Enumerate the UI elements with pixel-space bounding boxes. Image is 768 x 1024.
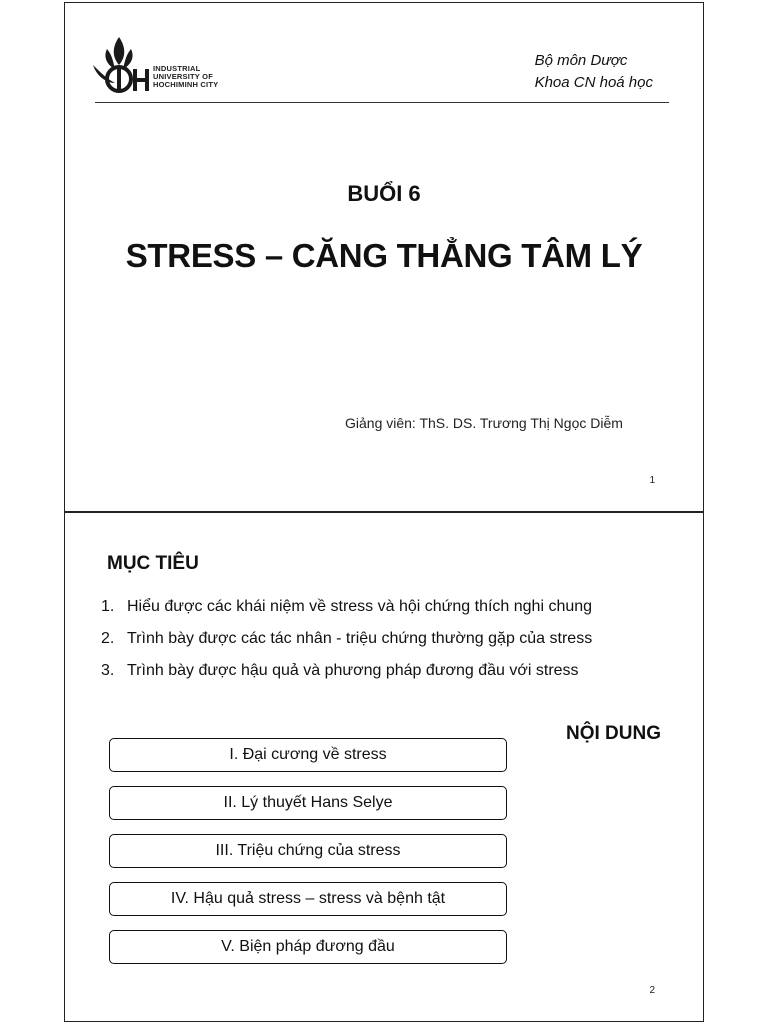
department-line: Bộ môn Dược bbox=[534, 52, 628, 69]
logo-line: INDUSTRIAL bbox=[153, 64, 201, 73]
header-divider bbox=[95, 102, 669, 103]
objectives-list bbox=[101, 595, 663, 691]
objective-item bbox=[101, 595, 663, 619]
department-label bbox=[535, 50, 653, 94]
objective-number: 3. bbox=[101, 662, 115, 679]
objective-number: 2. bbox=[101, 630, 115, 647]
slide-1 bbox=[64, 2, 704, 512]
content-list bbox=[109, 738, 507, 978]
content-heading: NỘI DUNG bbox=[566, 723, 661, 744]
objective-text: Hiểu được các khái niệm về stress và hội chứng thích nghi chung bbox=[127, 598, 593, 615]
lecturer-label: Giảng viên: ThS. DS. Trương Thị Ngọc Diễm bbox=[345, 415, 623, 431]
content-item-symptoms[interactable]: III. Triệu chứng của stress bbox=[109, 834, 507, 868]
objective-text: Trình bày được các tác nhân - triệu chứng thường gặp của stress bbox=[127, 630, 593, 647]
university-logo bbox=[85, 35, 245, 95]
logo-line: HOCHIMINH CITY bbox=[153, 80, 219, 89]
lotus-icon bbox=[85, 35, 155, 95]
objective-number: 1. bbox=[101, 598, 115, 615]
session-label: BUỔI 6 bbox=[347, 181, 421, 206]
content-item-coping[interactable]: V. Biện pháp đương đầu bbox=[109, 930, 507, 964]
department-line: Khoa CN hoá học bbox=[534, 74, 653, 91]
objective-text: Trình bày được hậu quả và phương pháp đương đầu với stress bbox=[127, 662, 579, 679]
content-item-consequences[interactable]: IV. Hậu quả stress – stress và bệnh tật bbox=[109, 882, 507, 916]
page-number: 2 bbox=[649, 985, 655, 996]
content-item-general[interactable]: I. Đại cương về stress bbox=[109, 738, 507, 772]
slide-2 bbox=[64, 512, 704, 1022]
objective-item bbox=[101, 627, 663, 651]
slide-title: STRESS – CĂNG THẲNG TÂM LÝ bbox=[125, 237, 643, 274]
logo-line: UNIVERSITY OF bbox=[153, 72, 213, 81]
page-number: 1 bbox=[649, 475, 655, 486]
objectives-heading: MỤC TIÊU bbox=[107, 553, 199, 574]
content-item-selye-theory[interactable]: II. Lý thuyết Hans Selye bbox=[109, 786, 507, 820]
objective-item bbox=[101, 659, 663, 683]
